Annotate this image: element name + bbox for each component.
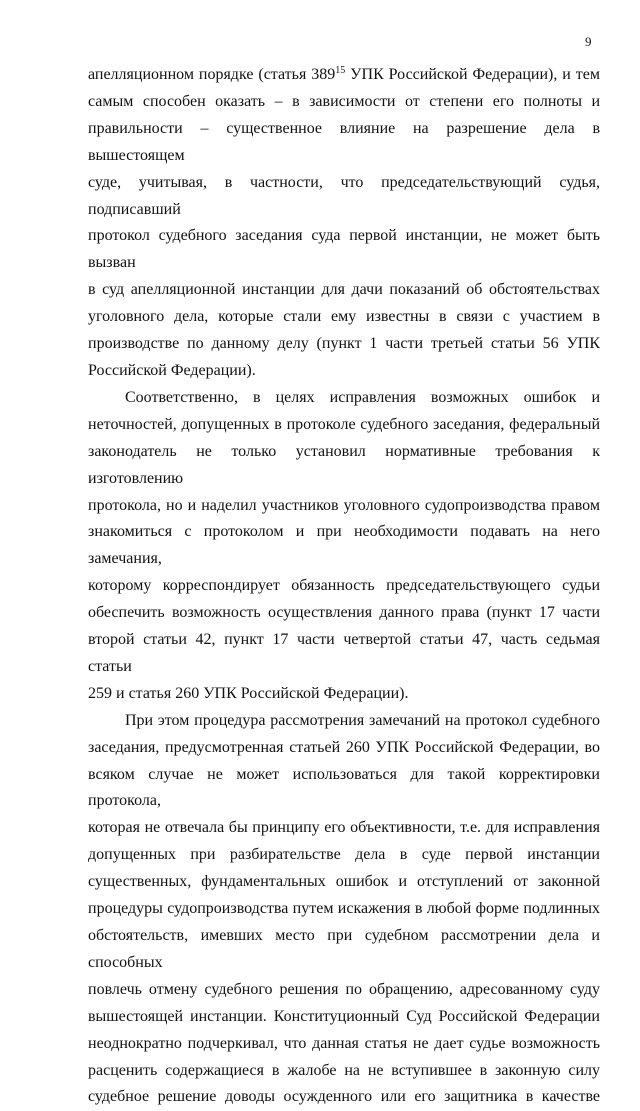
superscript: 15 bbox=[335, 65, 346, 76]
document-body bbox=[88, 62, 600, 1111]
text-segment: При этом процедура рассмотрения замечаний на протокол судебного bbox=[125, 711, 600, 729]
text-line bbox=[88, 1004, 600, 1031]
text-line bbox=[88, 304, 600, 331]
text-segment: повлечь отмену судебного решения по обращению, адресованному суду bbox=[88, 980, 600, 998]
page-number: 9 bbox=[585, 34, 592, 49]
text-line bbox=[88, 923, 600, 977]
text-line bbox=[88, 277, 600, 304]
text-line bbox=[88, 762, 600, 816]
text-segment: производстве по данному делу (пункт 1 части третьей статьи 56 УПК bbox=[88, 335, 600, 353]
text-line bbox=[88, 869, 600, 896]
text-line bbox=[88, 600, 600, 627]
text-line bbox=[88, 223, 600, 277]
text-segment: апелляционном порядке (статья 389 bbox=[88, 66, 336, 83]
text-segment: обстоятельств, имевших место при судебном рассмотрении дела и способных bbox=[88, 927, 600, 971]
text-segment: которая не отвечала бы принципу его объективности, т.е. для исправления bbox=[88, 819, 600, 837]
text-segment: Соответственно, в целях исправления возможных ошибок и bbox=[125, 388, 600, 406]
text-line bbox=[88, 170, 600, 224]
text-segment: вышестоящей инстанции. Конституционный Суд Российской Федерации bbox=[88, 1007, 600, 1025]
text-line bbox=[88, 439, 600, 493]
text-line bbox=[88, 331, 600, 358]
text-line bbox=[88, 977, 600, 1004]
text-segment: неточностей, допущенных в протоколе судебного заседания, федеральный bbox=[88, 415, 600, 433]
text-segment: уголовного дела, которые стали ему известны в связи с участием в bbox=[88, 308, 600, 326]
text-line bbox=[88, 681, 600, 708]
text-segment: 259 и статья 260 УПК Российской Федерации). bbox=[88, 684, 409, 702]
text-segment: которому корреспондирует обязанность председательствующего судьи bbox=[88, 577, 600, 595]
text-segment: УПК Российской Федерации), и тем bbox=[345, 66, 600, 83]
text-line bbox=[88, 815, 600, 842]
text-line bbox=[88, 519, 600, 573]
text-segment: протокол судебного заседания суда первой инстанции, не может быть вызван bbox=[88, 227, 600, 272]
text-segment: Российской Федерации). bbox=[88, 361, 256, 379]
text-segment: допущенных при разбирательстве дела в суде первой инстанции bbox=[88, 846, 600, 864]
text-segment: знакомиться с протоколом и при необходимости подавать на него замечания, bbox=[88, 523, 600, 568]
text-segment: второй статьи 42, пункт 17 части четвертой статьи 47, часть седьмая статьи bbox=[88, 631, 600, 675]
text-line bbox=[88, 412, 600, 439]
text-segment: всяком случае не может использоваться для такой корректировки протокола, bbox=[88, 765, 600, 810]
text-line bbox=[88, 842, 600, 869]
paragraph bbox=[88, 708, 600, 1111]
text-line bbox=[88, 896, 600, 923]
text-line bbox=[88, 735, 600, 762]
text-segment: обеспечить возможность осуществления данного права (пункт 17 части bbox=[88, 604, 600, 622]
text-line bbox=[88, 116, 600, 170]
paragraph bbox=[88, 62, 600, 385]
text-segment: неоднократно подчеркивал, что данная статья не дает судье возможность bbox=[88, 1034, 600, 1052]
text-segment: в суд апелляционной инстанции для дачи показаний об обстоятельствах bbox=[88, 281, 600, 299]
text-line bbox=[88, 358, 600, 385]
text-segment: правильности – существенное влияние на разрешение дела в вышестоящем bbox=[88, 119, 600, 164]
text-line bbox=[88, 708, 600, 735]
text-line bbox=[88, 573, 600, 600]
text-segment: расценить содержащиеся в жалобе на не вступившее в законную силу bbox=[88, 1061, 600, 1079]
text-segment: заседания, предусмотренная статьей 260 УПК Российской Федерации, во bbox=[88, 738, 600, 756]
text-segment: суде, учитывая, в частности, что председательствующий судья, подписавший bbox=[88, 173, 600, 218]
text-line bbox=[88, 89, 600, 116]
text-line bbox=[88, 493, 600, 520]
text-segment: протокола, но и наделил участников уголовного судопроизводства правом bbox=[88, 496, 600, 514]
text-segment: законодатель не только установил нормативные требования к изготовлению bbox=[88, 442, 600, 487]
text-line bbox=[88, 385, 600, 412]
text-segment: судебное решение доводы осужденного или его защитника в качестве bbox=[88, 1088, 600, 1106]
text-line bbox=[88, 1031, 600, 1058]
text-line bbox=[88, 62, 600, 89]
text-segment: процедуры судопроизводства путем искажения в любой форме подлинных bbox=[88, 900, 600, 918]
text-segment: существенных, фундаментальных ошибок и отступлений от законной bbox=[88, 873, 600, 891]
paragraph bbox=[88, 385, 600, 708]
text-line bbox=[88, 627, 600, 681]
text-line bbox=[88, 1058, 600, 1085]
text-segment: самым способен оказать – в зависимости от степени его полноты и bbox=[88, 92, 600, 110]
text-line bbox=[88, 1084, 600, 1111]
